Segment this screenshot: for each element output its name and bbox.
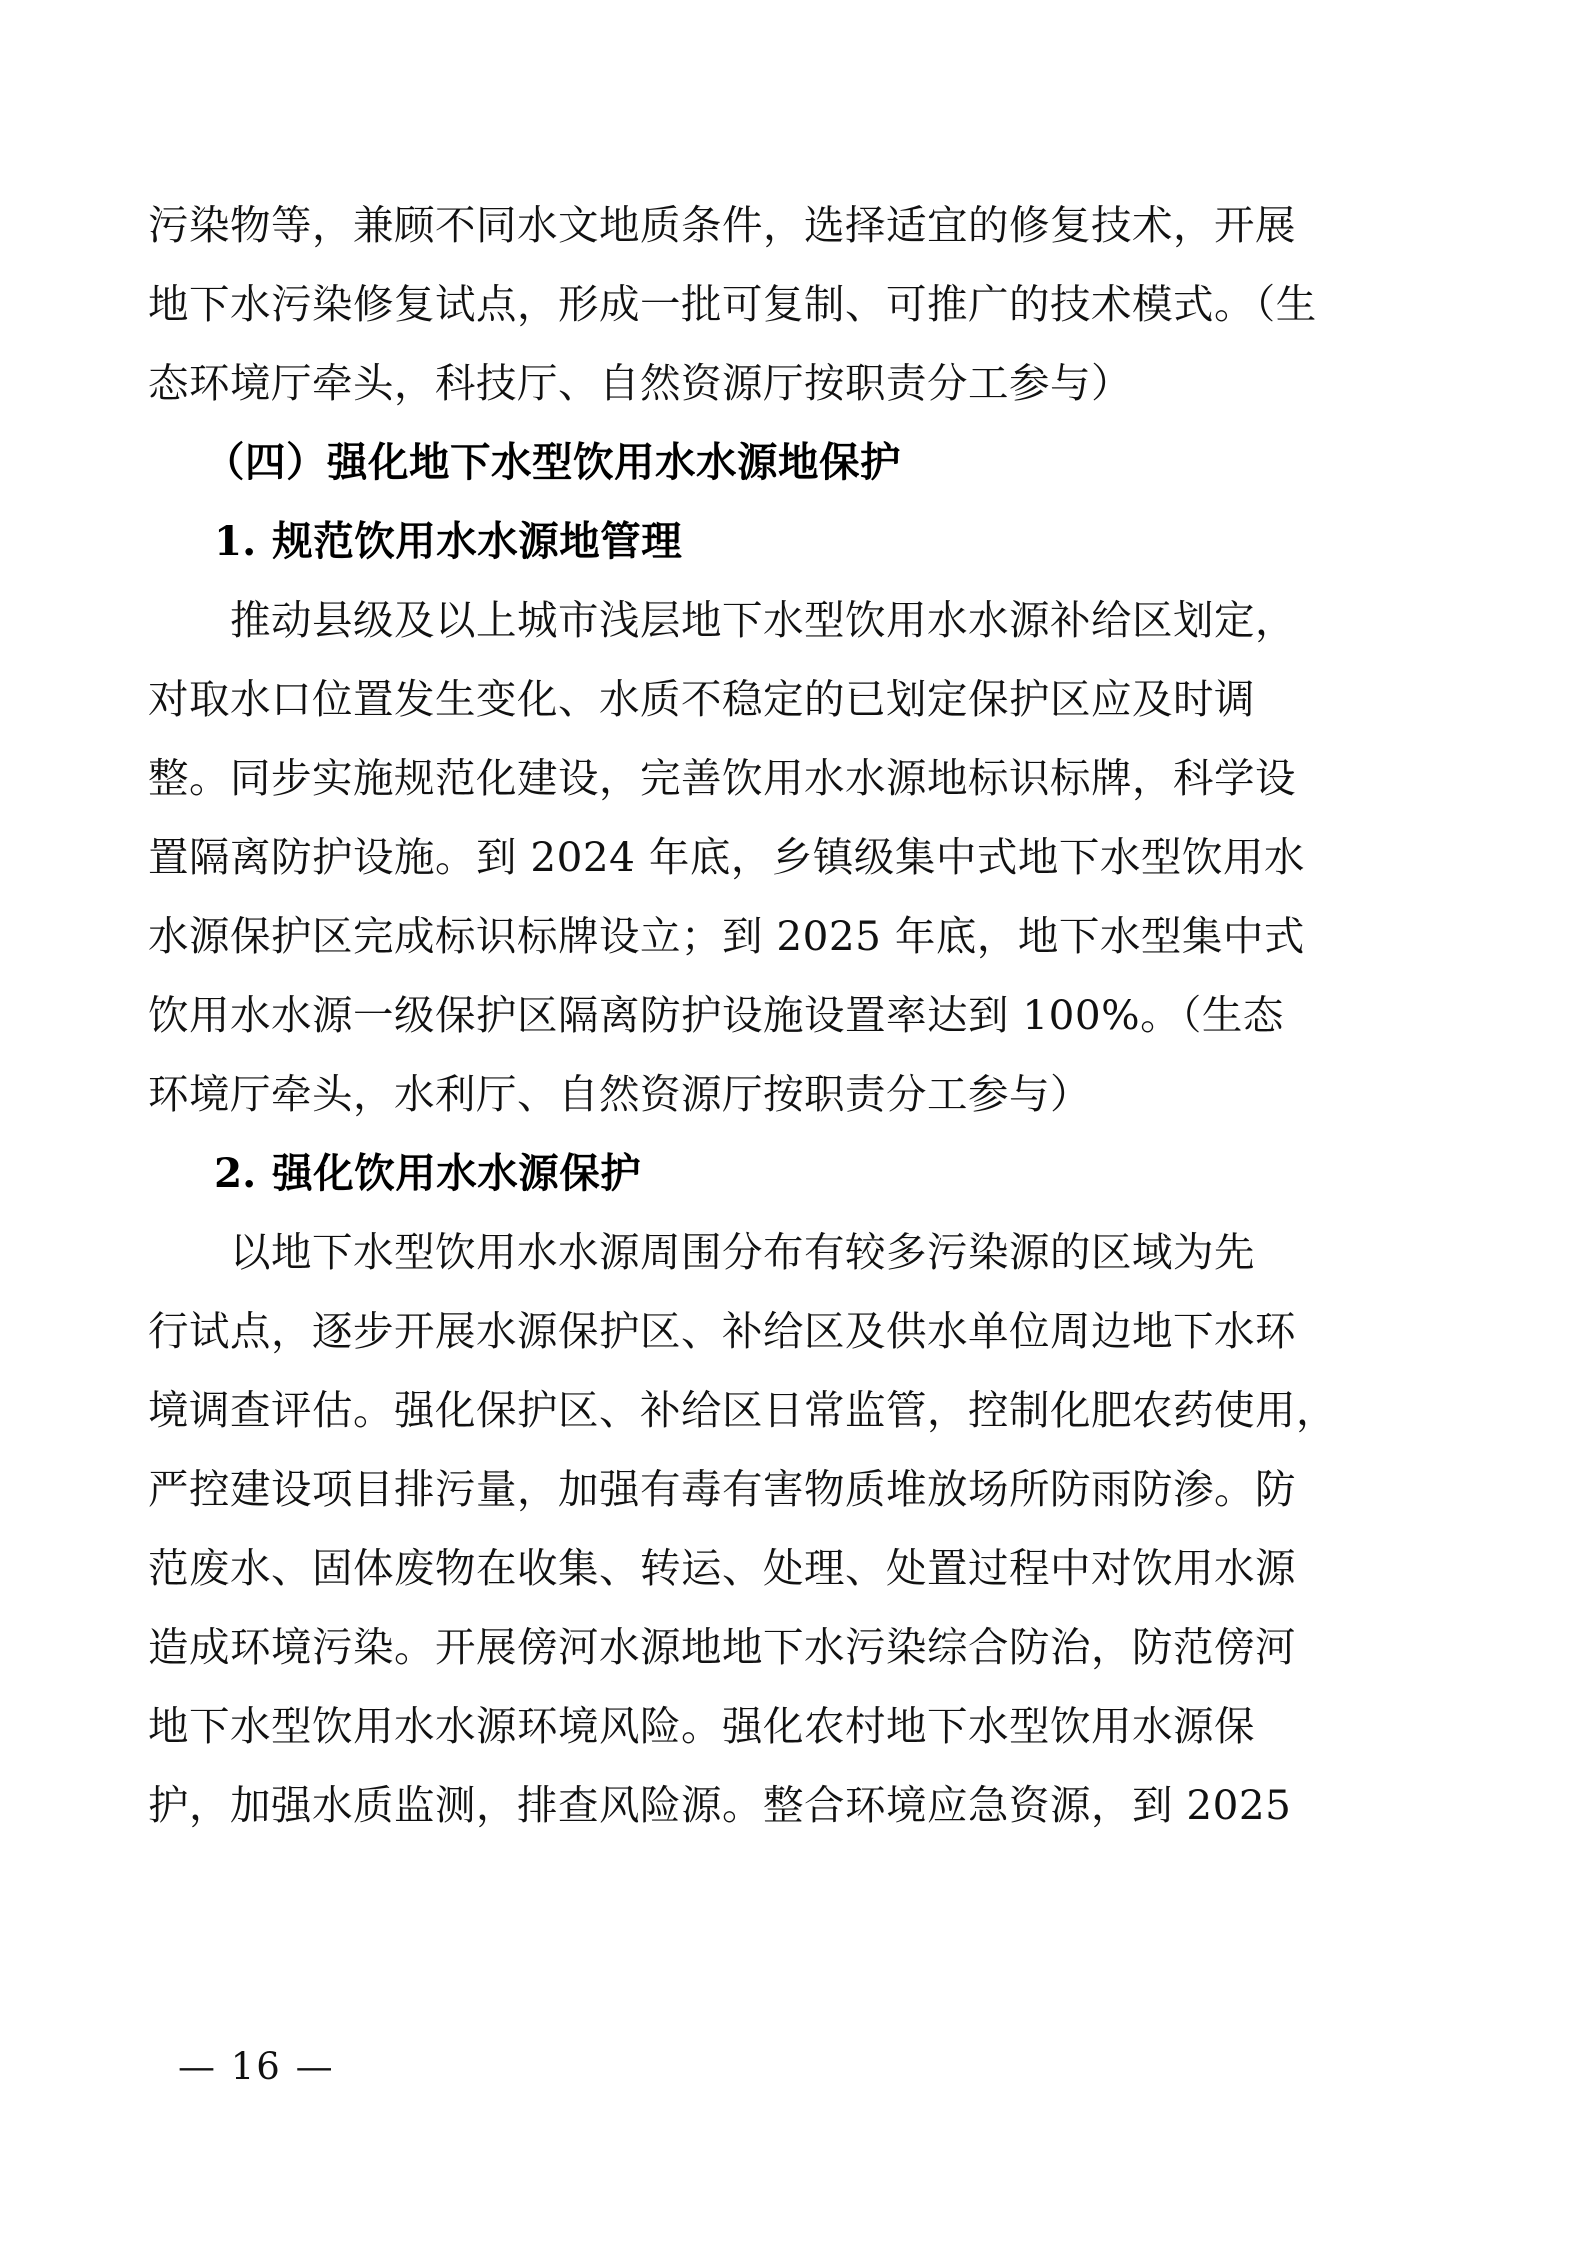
line-text: 饮用水水源一级保护区隔离防护设施设置率达到 100%。（生态 [148,991,1284,1039]
line-text: 以地下水型饮用水水源周围分布有较多污染源的区域为先 [230,1228,1255,1276]
text-line [148,265,1448,344]
heading-item-2 [148,1134,1448,1213]
paragraph-water-source-management [148,581,1448,1134]
paragraph-water-source-protection [148,1213,1448,1845]
line-text: 推动县级及以上城市浅层地下水型饮用水水源补给区划定， [230,596,1296,644]
text-line [148,660,1448,739]
line-text: 置隔离防护设施。到 2024 年底，乡镇级集中式地下水型饮用水 [148,833,1305,881]
text-line [148,1292,1448,1371]
line-text: 污染物等，兼顾不同水文地质条件，选择适宜的修复技术，开展 [148,201,1296,249]
text-line [148,581,1448,660]
line-text: 态环境厅牵头，科技厅、自然资源厅按职责分工参与） [148,359,1132,407]
text-line [148,344,1448,423]
text-line [148,1213,1448,1292]
paragraph-restoration-pilot [148,186,1448,423]
text-line [148,1055,1448,1134]
line-text: 严控建设项目排污量，加强有毒有害物质堆放场所防雨防渗。防 [148,1465,1296,1513]
heading-section-four [148,423,1448,502]
text-line [148,976,1448,1055]
text-line [148,818,1448,897]
text-line [148,1687,1448,1766]
line-text: 对取水口位置发生变化、水质不稳定的已划定保护区应及时调 [148,675,1255,723]
page-content [148,186,1448,1845]
page-number: — 16 — [178,2045,335,2088]
line-text: 护，加强水质监测，排查风险源。整合环境应急资源，到 2025 [148,1781,1292,1829]
text-line [148,739,1448,818]
heading-item-1 [148,502,1448,581]
text-line [148,1608,1448,1687]
line-text: 环境厅牵头，水利厅、自然资源厅按职责分工参与） [148,1070,1091,1118]
text-line [148,186,1448,265]
line-text: 整。同步实施规范化建设，完善饮用水水源地标识标牌，科学设 [148,754,1296,802]
line-text: 境调查评估。强化保护区、补给区日常监管，控制化肥农药使用， [148,1386,1337,1434]
line-text: 范废水、固体废物在收集、转运、处理、处置过程中对饮用水源 [148,1544,1296,1592]
line-text: 造成环境污染。开展傍河水源地地下水污染综合防治，防范傍河 [148,1623,1296,1671]
text-line [148,1529,1448,1608]
line-text: 地下水污染修复试点，形成一批可复制、可推广的技术模式。（生 [148,280,1317,328]
line-text: 行试点，逐步开展水源保护区、补给区及供水单位周边地下水环 [148,1307,1296,1355]
text-line [148,897,1448,976]
text-line [148,1371,1448,1450]
heading-text: （四）强化地下水型饮用水水源地保护 [204,438,901,486]
text-line [148,1450,1448,1529]
heading-text: 规范饮用水水源地管理 [272,517,683,565]
line-text: 水源保护区完成标识标牌设立；到 2025 年底，地下水型集中式 [148,912,1305,960]
heading-number: 1. [214,517,257,565]
text-line [148,1766,1448,1845]
line-text: 地下水型饮用水水源环境风险。强化农村地下水型饮用水源保 [148,1702,1255,1750]
heading-number: 2. [214,1149,257,1197]
heading-text: 强化饮用水水源保护 [272,1149,642,1197]
